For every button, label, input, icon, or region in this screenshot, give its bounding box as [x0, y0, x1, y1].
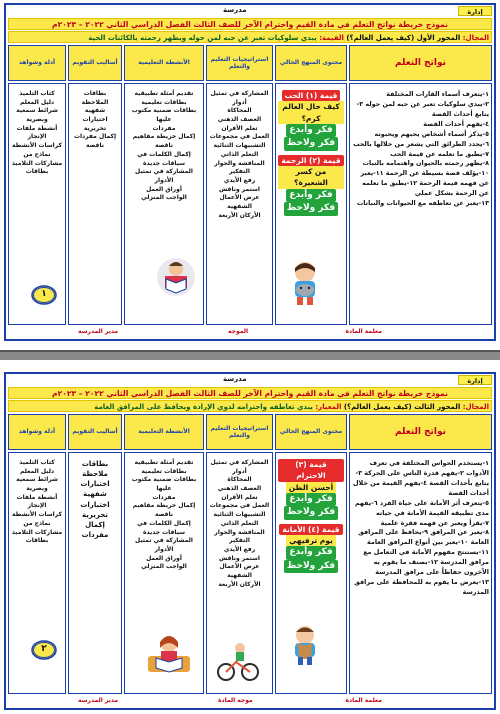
assessment-item: بطاقات ملاحظة	[81, 460, 109, 479]
strategy-item: التشبيهات الثنائية	[213, 511, 266, 519]
goal-item: ٧-يقرأ ويعبر عن فهمه فقرة علمية	[380, 518, 489, 527]
strategy-item: العصف الذهني	[217, 116, 262, 124]
activity-item: إكمال خريطة مفاهيم ناقصة	[132, 133, 196, 150]
strategy-item: عرض الأعمال الشفهية	[219, 563, 260, 579]
value-label: القيمة:	[319, 34, 344, 42]
strategy-item: تعلم الأقران	[221, 124, 258, 132]
page-sheet-1	[4, 3, 496, 341]
lesson-2-title: من كسر الشعيرة؟	[278, 166, 344, 189]
page-sheet-2	[4, 372, 496, 710]
tool-item: كراسات الأنشطة	[12, 142, 62, 150]
activity-item: بطاقات تعليمية	[141, 467, 187, 475]
tool-item: بطاقات	[25, 537, 49, 545]
strategy-item: التعلم الذاتي	[220, 150, 259, 158]
strategy-item: المحاكاة	[227, 107, 252, 115]
tool-item: أنشطة ملفات الإنجاز	[16, 124, 58, 141]
assessment-column	[68, 452, 122, 694]
value-3-badge: قيمة (٣) الاحترام	[278, 459, 344, 482]
lesson-1-title: كيف حال العالم كرم؟	[278, 101, 344, 124]
assessment-item: اختبارات تحريرية	[80, 500, 110, 519]
footer-principal: مدير المدرسة	[78, 328, 119, 335]
goal-item: ١٣-يعرض ما يقوم به للمحافظة على مرافق المدرسة	[354, 578, 489, 596]
header-tools: أدلة وشواهد	[8, 45, 66, 81]
strategy-item: التعلم الذاتي	[220, 519, 259, 527]
activity-item: تقديم أمثلة تطبيقية	[134, 459, 194, 466]
lesson-4-title: يوم ترفيهي	[286, 535, 336, 546]
strategy-item: المناقشة والحوار	[214, 528, 265, 536]
page-divider	[0, 350, 500, 360]
header-strategies: استراتيجيات التعليم والتعلم	[206, 414, 273, 450]
header-content: محتوى المنهج الحالي	[275, 414, 347, 450]
think-create-4: فكر وأبدع	[286, 546, 335, 560]
footer	[8, 327, 492, 337]
header-activities: الأنشطة التعليمية	[124, 414, 204, 450]
goal-item: ٥-يذكر أسماء أشخاص يحبهم ويحبونه	[374, 129, 489, 138]
activity-item: بطاقات ضمنية مكتوب عليها	[131, 476, 197, 493]
girl-reading-illustration	[144, 632, 194, 676]
strategy-item: التفكير	[229, 537, 250, 545]
strategy-item: الأركان الأربعة	[218, 211, 261, 219]
assessment-item: اختبارات تحريرية	[82, 116, 108, 132]
value-2-badge: قيمة (٢) الرحمة	[278, 155, 343, 166]
assessment-item: إكمال مفردات	[81, 520, 109, 539]
activity-item: مفردات	[152, 124, 176, 132]
goal-item: ٦-يحدد الطرائق التي يشعر من خلالها بالحب	[353, 139, 489, 148]
footer	[8, 696, 492, 706]
page-title: نموذج خريطة نواتج التعلم في مادة القيم واحترام الآخر للصف الثالث الفصل الدراسي الثاني ٢٠٢٢ – ٢٠٢٣م	[8, 387, 492, 399]
goal-item: ٥-يتعرف أثر الأمانة على حياة الفرد ٦-يفهم مدى تطبيقه القيمة الأمانة في حياته	[354, 498, 489, 517]
activity-item: بطاقات ضمنية مكتوب عليها	[131, 107, 197, 124]
school-label: مدرسة	[223, 375, 247, 383]
strategies-column	[206, 83, 273, 325]
think-observe-2: فكر ولاحظ	[284, 202, 338, 216]
think-create-3: فكر وأبدع	[286, 493, 335, 507]
goal-item: ٨-يظهر رحمته بالحيوان واهتمامه بالنبات ١٠-يؤلف قصة بسيطة عن الرحمة ١١-يعبر عن فهمه قيمة الرحمة ١٢-يطبق ما تعلمه عن الرحمة بشكل عملي	[360, 159, 489, 198]
activity-item: الواجب المنزلي	[141, 563, 187, 571]
value-4-badge: قيمة (٤) الأمانة	[279, 524, 342, 535]
strategy-item: المشاركة في تمثيل أدوار	[210, 90, 269, 106]
tool-item: شرائط سمعية وبصرية	[16, 107, 58, 124]
header-goals: نواتج التعلم	[349, 45, 492, 81]
page-number: ٢	[33, 642, 55, 658]
strategy-item: العمل في مجموعات	[209, 502, 270, 510]
goal-item: ١١-يستنتج مفهوم الأمانة في التعامل مع مرافق المدرسة ١٢-يصنف ما يقوم به الآخرون حفاظاً على مرافق المدرسة	[363, 548, 489, 577]
child-with-bear-illustration	[283, 622, 327, 666]
top-bar	[8, 376, 492, 386]
assessment-item: إكمال مفردات ناقصة	[73, 133, 117, 150]
axis-value: المحور الثالث (كيف يعمل العالم؟)	[343, 403, 461, 411]
goal-item: ١٣-يعبر عن تعاطفه مع الحيوانات والنباتات	[356, 199, 489, 208]
activity-item: أوراق العمل	[146, 554, 182, 562]
strategy-item: المشاركة في تمثيل أدوار	[210, 459, 269, 475]
assessment-item: اختبارات	[80, 480, 110, 489]
goals-column	[349, 452, 492, 694]
assessment-column	[68, 83, 122, 325]
strategy-item: عرض الأعمال الشفهية	[219, 194, 260, 210]
header-tools: أدلة وشواهد	[8, 414, 66, 450]
tool-item: كتاب التلميذ	[19, 459, 55, 466]
axis-value: المحور الأول (كيف يعمل العالم؟)	[346, 34, 461, 42]
activity-item: المشاركة في تمثيل الأدوار	[135, 168, 193, 184]
axis-label: المجال:	[462, 403, 489, 411]
activity-item: أوراق العمل	[146, 185, 182, 193]
strategy-item: رفع الأيدي	[223, 545, 256, 553]
header-assessment: أساليب التقويم	[68, 414, 122, 450]
think-create-2: فكر وأبدع	[286, 189, 335, 203]
assessment-item: شفهية	[83, 490, 107, 499]
activity-item: إكمال خريطة مفاهيم ناقصة	[132, 502, 196, 519]
header-goals: نواتج التعلم	[349, 414, 492, 450]
header-strategies: استراتيجيات التعليم والتعلم	[206, 45, 273, 81]
footer-supervisor: الموجه	[228, 328, 249, 335]
activity-item: المشاركة في تمثيل الأدوار	[135, 537, 193, 553]
value-label: المعيار:	[315, 403, 342, 411]
strategy-item: الأركان الأربعة	[218, 580, 261, 588]
school-label: مدرسة	[223, 6, 247, 14]
tool-item: بطاقات	[25, 168, 49, 176]
goals-column	[349, 83, 492, 325]
goal-item: ١-يستخدم الحواس المختلفة في تعرف الأدوات ٢-يفهم قدرة الناس على الحركة ٣-يتابع بأحداث القصة ٤-يفهم القيمة من خلال أحداث القصة	[352, 459, 489, 497]
activity-item: مفردات	[152, 493, 176, 501]
goal-item: ١-يتعرف أسماء القارات المختلفة	[386, 90, 489, 98]
tool-item: نماذج من مشاركات التلاميذ	[11, 519, 63, 536]
child-on-bicycle-illustration	[216, 642, 260, 682]
activity-item: تقديم أمثلة تطبيقية	[134, 90, 194, 97]
tool-item: دليل المعلم	[19, 98, 55, 106]
strategy-item: المناقشة والحوار	[214, 159, 265, 167]
footer-supervisor: موجه المادة	[218, 697, 253, 704]
page-title: نموذج خريطة نواتج التعلم في مادة القيم واحترام الآخر للصف الثالث الفصل الدراسي الثاني ٢٠٢٢ – ٢٠٢٣م	[8, 18, 492, 30]
activity-item: الواجب المنزلي	[141, 194, 187, 202]
goal-item: ٨-يعبر عن المرافق ٩-يحافظ على المرافق العامة ١٠-يعبر بين أنواع المرافق العامة	[358, 528, 489, 547]
value-text: يبدي تعاطفه واحترامه لذوي الإرادة ويحافظ على المرافق العامة	[94, 403, 313, 411]
value-text: يبدي سلوكيات تعبر عن حبه لمن حوله ويظهر رحمته بالكائنات الحية	[88, 34, 317, 42]
header-content: محتوى المنهج الحالي	[275, 45, 347, 81]
assessment-item: بطاقات الملاحظة	[81, 90, 109, 106]
activity-item: إكمال الكلمات في سياقات جديدة	[137, 519, 191, 536]
page-number: ١	[33, 287, 55, 303]
strategy-item: المحاكاة	[227, 476, 252, 484]
strategy-item: العصف الذهني	[217, 485, 262, 493]
footer-teacher: معلمة المادة	[345, 328, 382, 335]
strategy-item: التفكير	[229, 168, 250, 176]
think-observe-1: فكر ولاحظ	[284, 137, 338, 151]
tool-item: دليل المعلم	[19, 467, 55, 475]
axis-row	[8, 31, 492, 43]
tool-item: كتاب التلميذ	[19, 90, 55, 97]
strategy-item: استمر وناقش	[219, 185, 260, 193]
axis-label: المجال:	[462, 34, 489, 42]
goal-item: ٤-يفهم أحداث القصة	[423, 119, 489, 128]
value-1-badge: قيمة (١) الحب	[282, 90, 341, 101]
header-activities: الأنشطة التعليمية	[124, 45, 204, 81]
tool-item: كراسات الأنشطة	[12, 511, 62, 519]
think-observe-3: فكر ولاحظ	[284, 506, 338, 520]
admin-label: إدارة	[458, 6, 492, 16]
strategy-item: التشبيهات الثنائية	[213, 142, 266, 150]
assessment-item: شفهية	[84, 107, 106, 115]
top-bar	[8, 7, 492, 17]
activity-item: إكمال الكلمات في سياقات جديدة	[137, 150, 191, 167]
header-assessment: أساليب التقويم	[68, 45, 122, 81]
goal-item: ٧-يطبق ما تعلمه عن قيمة الحب	[390, 149, 489, 158]
axis-row	[8, 400, 492, 412]
child-with-cat-illustration	[283, 258, 327, 306]
footer-principal: مدير المدرسة	[78, 697, 119, 704]
tool-item: شرائط سمعية وبصرية	[16, 476, 58, 493]
goal-item: ٢-يبدي سلوكيات تعبر عن حبه لمن حوله ٣-يتابع أحداث القصة	[356, 99, 489, 118]
lesson-3-title: أحسن الظن	[286, 482, 336, 493]
admin-label: إدارة	[458, 375, 492, 385]
strategy-item: العمل في مجموعات	[209, 133, 270, 141]
activity-item: بطاقات تعليمية	[141, 98, 187, 106]
footer-teacher: معلمة المادة	[345, 697, 382, 704]
reading-child-illustration	[156, 255, 196, 299]
tool-item: أنشطة ملفات الإنجاز	[16, 493, 58, 510]
think-observe-4: فكر ولاحظ	[284, 560, 338, 574]
tool-item: نماذج من مشاركات التلاميذ	[11, 150, 63, 167]
strategy-item: استمر وناقش	[219, 554, 260, 562]
think-create-1: فكر وأبدع	[286, 124, 335, 138]
strategy-item: تعلم الأقران	[221, 493, 258, 501]
strategy-item: رفع الأيدي	[223, 176, 256, 184]
